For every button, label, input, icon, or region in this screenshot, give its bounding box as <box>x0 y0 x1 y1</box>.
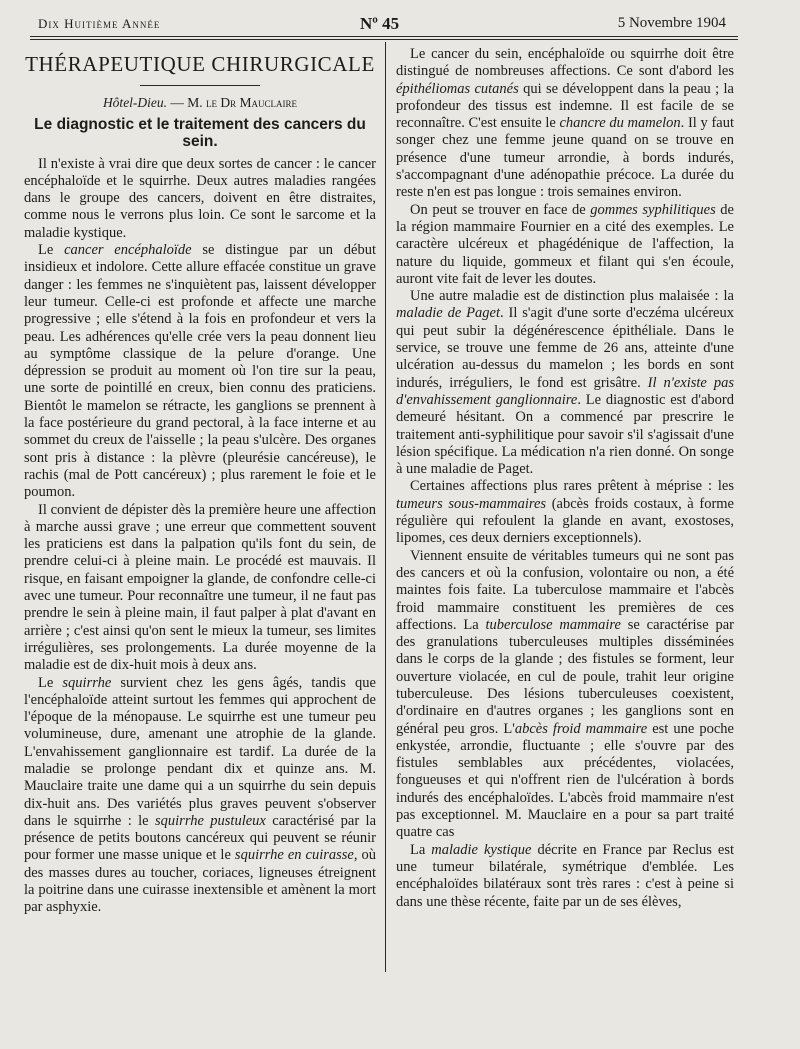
text-run: . Le diagnostic est d'abord demeuré hésitant. On a commencé par prescrire le traitement anti-syphilitique pour savoir s'il s'agissait d'une lésion spécifique. La médication n'a rien donné. On songe à une maladie de Paget. <box>396 391 734 478</box>
text-run: décrite en France par Reclus est une tumeur bilatérale, symétrique d'emblée. Les encéphaloïdes bilatéraux sont très rares : c'est à peine si dans une thèse récente, faite par un de ses élèves, <box>396 841 734 910</box>
header-year: Dix Huitième Année <box>38 16 161 31</box>
text-run: se caractérise par des granulations tuberculeuses multiples disséminées dans le corps de la glande ; des fistules se forment, leur ouverture violacée, en cul de poule, trahit leur origine tuberculeuse. Des lésions tuberculeuses coexistent, d'ordinaire en d'autres organes ; les ganglions sont en général peu gros. L' <box>396 616 734 737</box>
text-run: est une poche enkystée, arrondie, fluctuante ; elle s'ouvre par des fistules semblables aux précédentes, violacées, fongueuses et qui n'offrent rien de l'ulcération à bords indurés des encéphaloïdes. L'abcès froid mammaire n'est pas exceptionnel. M. Mauclaire en a pour sa part traité quatre cas <box>396 720 734 841</box>
text-run: Il convient de dépister dès la première heure une affection à marche aussi grave ; une erreur que commettent souvent les praticiens est dans la palpation qu'ils font du sein, de prendre celui-ci à pleine main. Le procédé est mauvais. Il risque, en faisant empoigner la glande, de confondre celle-ci avec une tumeur. Pour reconnaître une tumeur, il ne faut pas prendre le sein à pleine main, il faut palper à plat d'avant en arrière ; c'est ainsi qu'on sent le mieux la tumeur, ses limites irrégulières, ses prolongements. La durée moyenne de la maladie est de dix-huit mois à deux ans. <box>24 501 376 674</box>
italic-term: squirrhe pustuleux <box>155 812 266 829</box>
text-run: . Il s'agit d'une sorte d'eczéma ulcéreux qui peut subir la dégénérescence épithéliale. Dans le service, se trouve une femme de 26 ans, atteinte d'une ulcération au-dessus du mamelon ; les bords en sont indurés, irréguliers, le fond est grisâtre. <box>396 305 734 391</box>
italic-term: squirrhe en cuirasse <box>234 847 354 864</box>
paragraph <box>396 478 734 547</box>
italic-term: squirrhe <box>62 674 112 691</box>
paragraph <box>24 242 376 501</box>
italic-term: chancre du mamelon <box>559 115 681 132</box>
text-run: La <box>410 841 432 858</box>
paragraph <box>24 156 376 242</box>
header-rule-double <box>30 39 738 40</box>
byline-place: Hôtel-Dieu. <box>102 95 168 111</box>
left-column-body <box>24 156 376 917</box>
text-run: Une autre maladie est de distinction plus malaisée : la <box>410 288 734 305</box>
paragraph <box>24 502 376 675</box>
right-column-body <box>396 46 734 911</box>
italic-term: abcès froid mammaire <box>514 720 648 737</box>
text-run: Il n'existe à vrai dire que deux sortes de cancer : le cancer encéphaloïde et le squirrhe. Deux autres maladies rangées dans le groupe des cancers, doivent en être distraites, comme nous le verrons plus loin. Ce sont le sarcome et la maladie kystique. <box>24 155 376 241</box>
section-title-rule <box>140 85 260 86</box>
text-run: , où des masses dures au toucher, coriaces, ligneuses étreignent la poitrine dans une cuirasse inextensible et amènent la mort par asphyxie. <box>24 847 377 916</box>
italic-term: tuberculose mammaire <box>485 616 621 633</box>
left-column <box>24 46 376 917</box>
right-column <box>396 46 734 911</box>
italic-term: maladie kystique <box>431 841 532 858</box>
text-run: survient chez les gens âgés, tandis que l'encéphaloïde atteint surtout les femmes qui approchent de l'époque de la ménopause. Le squirrhe est une tumeur peu volumineuse, dure, amenant une atrophie de la glande. L'envahissement ganglionnaire est tardif. La durée de la maladie se prolonge pendant dix et quinze ans. M. Mauclaire traite une dame qui a un squirrhe du sein depuis dix-huit ans. Des variétés plus graves peuvent s'observer dans le squirrhe : le <box>24 674 376 829</box>
paragraph <box>396 288 734 478</box>
paragraph <box>396 46 734 202</box>
paragraph <box>396 842 734 911</box>
text-run: qui se développent dans la peau ; la profondeur des tissus est indemne. Il est facile de se reconnaître. C'est ensuite le <box>396 80 734 132</box>
paragraph <box>396 548 734 842</box>
italic-term: Il n'existe pas d'envahissement ganglionnaire <box>396 374 734 408</box>
header-issue-number: Nº 45 <box>360 14 400 33</box>
article-title: Le diagnostic et le traitement des cancers du sein. <box>34 115 366 150</box>
italic-term: tumeurs sous-mammaires <box>396 495 547 512</box>
text-run: Viennent ensuite de véritables tumeurs qui ne sont pas des cancers et où la confusion, volontaire ou non, a été maintes fois faite. La tuberculose mammaire et l'abcès froid mammaire constituent les premières de ces affections. La <box>396 547 734 633</box>
running-header <box>38 14 726 36</box>
italic-term: cancer encéphaloïde <box>64 242 192 259</box>
italic-term: épithéliomas cutanés <box>396 80 519 97</box>
column-divider <box>385 42 386 972</box>
text-run: de la région mammaire Fournier en a cité des exemples. Le caractère ulcéreux et phagédénique de l'affection, la nature du liquide, gommeux et filant qui s'en écoule, auront vite fait de lever les doutes. <box>396 201 734 287</box>
byline-author: — M. le Dr Mauclaire <box>170 95 298 111</box>
text-run: Le cancer du sein, encéphaloïde ou squirrhe doit être distingué de nombreuses affections. Ce sont d'abord les <box>396 46 734 80</box>
italic-term: gommes syphilitiques <box>590 201 716 218</box>
text-run: Le <box>38 674 63 691</box>
text-run: se distingue par un début insidieux et indolore. Cette allure effacée constitue un grave danger : les femmes ne s'inquiètent pas, laissent développer leur tumeur. Celle-ci est profonde et affecte une marche progressive ; elle s'étend à la fois en profondeur et vers la peau. Les adhérences qu'elle crée vers la peau donnent lieu au symptôme classique de la pelure d'orange. Une dépression se produit au moment où l'on tire sur la peau, une sorte de pointillé en creux, bien connu des praticiens. Bientôt le mamelon se rétracte, les ganglions se prennent à la face postérieure du grand pectoral, à la face interne et au sommet du creux de l'aisselle ; la peau s'ulcère. Des organes sont pris à distance : la plèvre (pleurésie cancéreuse), le rachis (mal de Pott cancéreux) ; plus rarement le foie et le poumon. <box>24 242 376 501</box>
text-run: Le <box>38 242 65 259</box>
text-run: caractérisé par la présence de petits boutons cancéreux qui peuvent se réunir pour former une masse unique et le <box>24 812 377 864</box>
section-title: THÉRAPEUTIQUE CHIRURGICALE <box>25 52 375 76</box>
text-run: . Il y faut songer chez une femme jeune quand on se trouve en présence d'une tumeur arrondie, à bords indurés, s'accompagnant d'une adénopathie précoce. La durée du reste n'en est pas longue : trois semaines environ. <box>396 115 734 201</box>
article-byline <box>24 94 376 111</box>
italic-term: maladie de Paget <box>396 305 500 322</box>
paragraph <box>396 202 734 288</box>
header-date: 5 Novembre 1904 <box>617 15 726 31</box>
text-run: (abcès froids costaux, à forme régulière qui refoulent la glande en avant, exostoses, lipomes, ces deux derniers exceptionnels). <box>396 495 734 547</box>
paragraph <box>24 675 376 917</box>
text-run: On peut se trouver en face de <box>410 201 591 218</box>
header-rule <box>30 36 738 37</box>
text-run: Certaines affections plus rares prêtent à méprise : les <box>410 478 734 495</box>
